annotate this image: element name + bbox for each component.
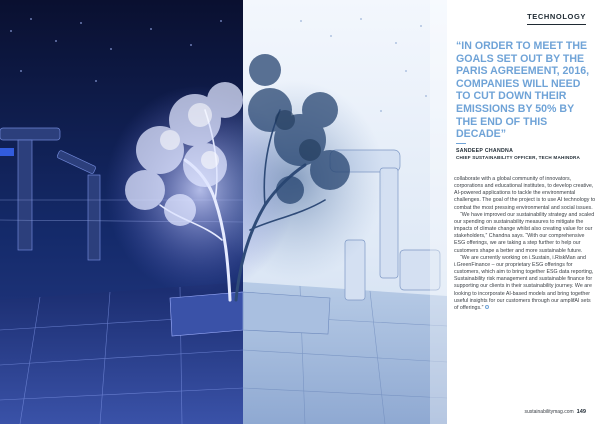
- footer-website-link[interactable]: sustainabilitymag.com: [524, 409, 574, 415]
- attribution-role: CHIEF SUSTAINABILITY OFFICER, TECH MAHINDRA: [456, 155, 581, 160]
- body-paragraph: collaborate with a global community of innovators, corporations and educational institutes, to develop creative, AI-powered applications to tackle the environmental challenges. The goal of the project is to use AI technology to combat the most pressing environmental and social issues.: [454, 176, 596, 211]
- body-paragraph: “We are currently working on i.Sustain, i.RiskMan and i.GreenFinance – our proprietary ESG offerings for customers, which aim to bring together ESG data reporting, Sustainability risk management and sustainable finance for supporting our clients in their sustainability journey. We are looking to incorporate AI-based models and bring together useful insights for our customers through our amplifAI sets of offerings.”: [454, 254, 594, 311]
- attribution-name: SANDEEP CHANDNA: [456, 148, 514, 154]
- end-mark-icon: [485, 305, 489, 309]
- quote-rule: [456, 143, 466, 144]
- body-paragraph: “We have improved our sustainability strategy and scaled our spending on sustainability measures to mitigate the impacts of climate change whilst also creating value for our stakeholders,” Chandna says. “With our comprehensive ESG offerings, we are taking a step further to help our customers shape a better and more sustainable future.: [454, 211, 595, 254]
- page-footer: [524, 409, 586, 415]
- article-body: [454, 176, 596, 312]
- section-label: TECHNOLOGY: [527, 12, 586, 25]
- article-column: [450, 0, 600, 424]
- pull-quote: “IN ORDER TO MEET THE GOALS SET OUT BY THE PARIS AGREEMENT, 2016, COMPANIES WILL NEED TO CUT DOWN THEIR EMISSIONS BY 50% BY THE END OF THIS DECADE”: [456, 40, 590, 141]
- page-number: 149: [576, 409, 586, 415]
